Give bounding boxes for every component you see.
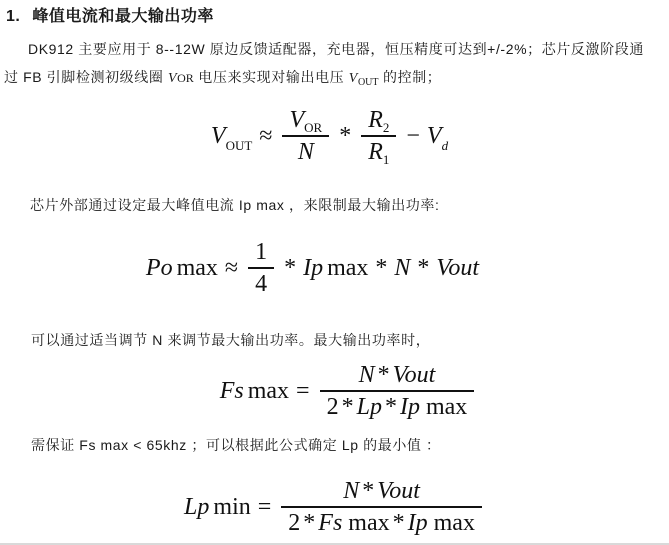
math-token: Vout [436, 255, 480, 282]
approx-sign: ≈ [224, 255, 239, 282]
formula-lpmin [0, 479, 669, 536]
approx-sign: ≈ [259, 123, 273, 150]
text-segment: 过 FB 引脚检测初级线圈 [4, 69, 168, 85]
math-token: Fs [219, 378, 244, 405]
formula-vout [0, 107, 664, 168]
math-token: N [358, 362, 375, 388]
fraction-vor-n [282, 108, 329, 165]
math-function: min [213, 494, 251, 521]
var-base: V [348, 71, 358, 86]
math-token: Ip [407, 510, 428, 537]
math-token: 2 [326, 394, 339, 421]
fraction-denominator [361, 137, 396, 168]
formula-fsmax [14, 363, 669, 420]
multiply-sign: * [341, 394, 354, 421]
var-caps: OR [177, 71, 194, 85]
multiply-sign: * [417, 255, 430, 282]
formula-fsmax-body [220, 363, 478, 420]
formula-lpmin-body [184, 479, 485, 536]
fraction-numerator [361, 108, 396, 135]
fraction-lpmin [281, 479, 482, 536]
math-function: max [425, 394, 468, 421]
math-subscript: d [441, 138, 449, 154]
section-number: 1. [6, 8, 21, 25]
multiply-sign: * [384, 394, 397, 421]
fraction-denominator [281, 508, 482, 536]
math-token: R [368, 107, 383, 133]
math-token: V [289, 107, 305, 133]
math-subscript: OR [304, 120, 323, 135]
paragraph-ipmax: 芯片外部通过设定最大峰值电流 Ip max ，来限制最大输出功率: [30, 197, 440, 213]
text-segment: 的控制； [378, 69, 442, 85]
math-function: max [433, 510, 475, 537]
multiply-sign: * [377, 362, 390, 388]
math-function: max [348, 510, 390, 537]
math-token: N [394, 255, 411, 282]
math-token: N [297, 139, 314, 166]
math-var-vout [210, 123, 253, 154]
equals-sign: = [257, 494, 272, 521]
multiply-sign: * [339, 123, 352, 150]
math-token: Vout [392, 362, 436, 388]
math-token: 2 [288, 510, 301, 537]
fraction-numerator [248, 240, 274, 267]
paragraph-adjust-n: 可以通过适当调节 N 来调节最大输出功率。最大输出功率时， [31, 332, 431, 348]
multiply-sign: * [375, 255, 388, 282]
math-token: R [368, 139, 383, 166]
math-subscript: 1 [382, 152, 390, 168]
fraction-numerator [282, 108, 329, 135]
math-subscript: 2 [382, 120, 390, 135]
equals-sign: = [296, 378, 310, 405]
formula-pomax [0, 240, 647, 297]
multiply-sign: * [362, 478, 375, 504]
formula-vout-body [210, 107, 449, 168]
inline-var-vor [168, 71, 194, 86]
var-base: V [167, 71, 178, 86]
multiply-sign: * [303, 510, 316, 537]
math-token: N [343, 478, 360, 504]
math-function: max [176, 255, 218, 282]
math-function: max [247, 378, 290, 405]
math-token: Fs [318, 510, 343, 537]
math-token: V [210, 123, 226, 150]
paragraph-line-1: DK912 主要应用于 8--12W 原边反馈适配器，充电器，恒压精度可达到+/-2%；芯片反激阶段通 [28, 41, 644, 57]
math-token: Vout [377, 478, 420, 504]
math-var-vd [426, 123, 449, 154]
math-token: Lp [184, 494, 210, 521]
multiply-sign: * [392, 510, 405, 537]
math-token: Ip [399, 394, 420, 421]
math-token: 4 [255, 271, 268, 298]
paragraph-line-2 [4, 67, 441, 87]
math-token: Ip [303, 255, 324, 282]
inline-var-vout [349, 71, 379, 86]
fraction-denominator [291, 137, 321, 165]
minus-sign: − [406, 123, 420, 150]
math-function: max [327, 255, 369, 282]
fraction-r2-r1 [361, 107, 396, 168]
math-token: V [426, 123, 442, 150]
fraction-numerator [352, 363, 443, 390]
fraction-denominator [248, 269, 274, 297]
fraction-one-fourth [248, 240, 274, 297]
math-token: Po [145, 255, 173, 282]
math-token: Lp [356, 394, 382, 421]
math-subscript: OUT [225, 138, 253, 154]
var-subscript: OUT [357, 77, 379, 88]
paragraph-fsmax-limit: 需保证 Fs max < 65khz ；可以根据此公式确定 Lp 的最小值 ： [31, 437, 441, 453]
math-token: 1 [255, 239, 268, 265]
fraction-numerator [336, 479, 427, 506]
fraction-denominator [320, 392, 475, 420]
multiply-sign: * [284, 255, 297, 282]
section-heading [6, 3, 214, 26]
section-title: 峰值电流和最大输出功率 [32, 8, 214, 25]
fraction-fsmax [320, 363, 475, 420]
text-segment: 电压来实现对输出电压 [193, 69, 349, 85]
formula-pomax-body [146, 240, 479, 297]
